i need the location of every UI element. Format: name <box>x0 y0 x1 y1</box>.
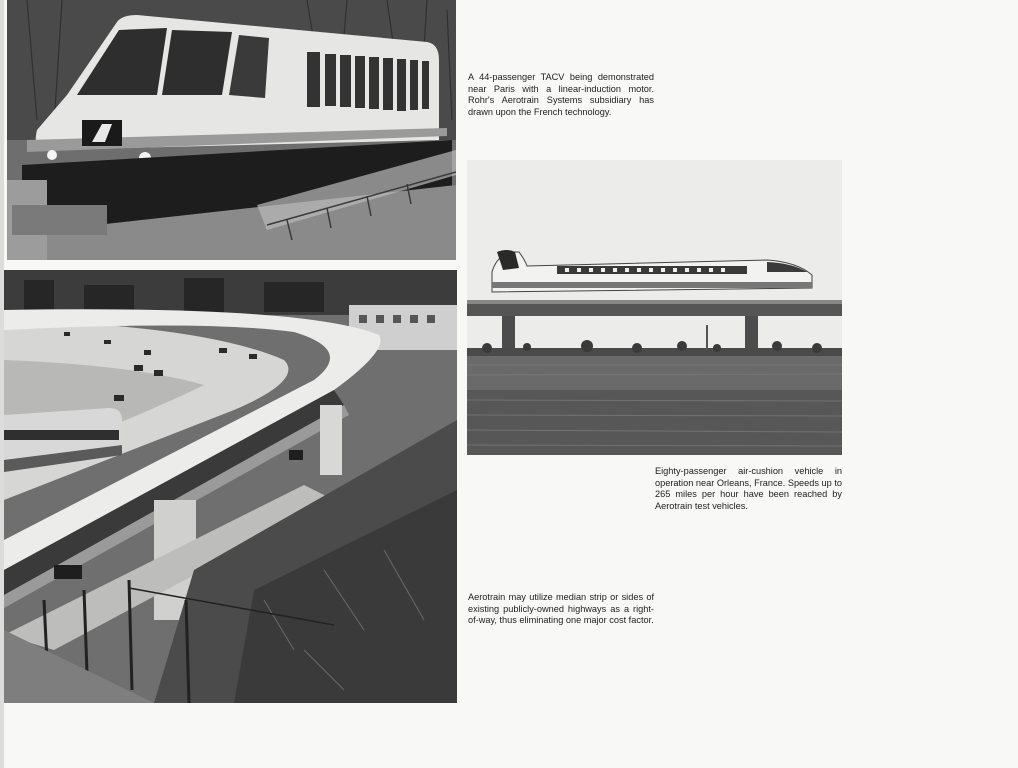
aerotrain-highway-photo-image <box>4 270 457 703</box>
tacv-photo-image <box>7 0 456 260</box>
aerotrain-orleans-photo-image <box>467 160 842 455</box>
highway-caption: Aerotrain may utilize median strip or sides of existing publicly-owned highways as a right-of-way, thus eliminating one major cost factor. <box>468 592 654 626</box>
tacv-caption: A 44-passenger TACV being demonstrated near Paris with a linear-induction motor. Rohr's Aerotrain Systems subsidiary has drawn upon the French technology. <box>468 72 654 117</box>
aerotrain-highway-photo <box>4 270 457 703</box>
orleans-caption: Eighty-passenger air-cushion vehicle in operation near Orleans, France. Speeds up to 265 miles per hour have been reached by Aerotrain test vehicles. <box>655 466 842 511</box>
tacv-photo <box>7 0 456 260</box>
aerotrain-orleans-photo <box>467 160 842 455</box>
